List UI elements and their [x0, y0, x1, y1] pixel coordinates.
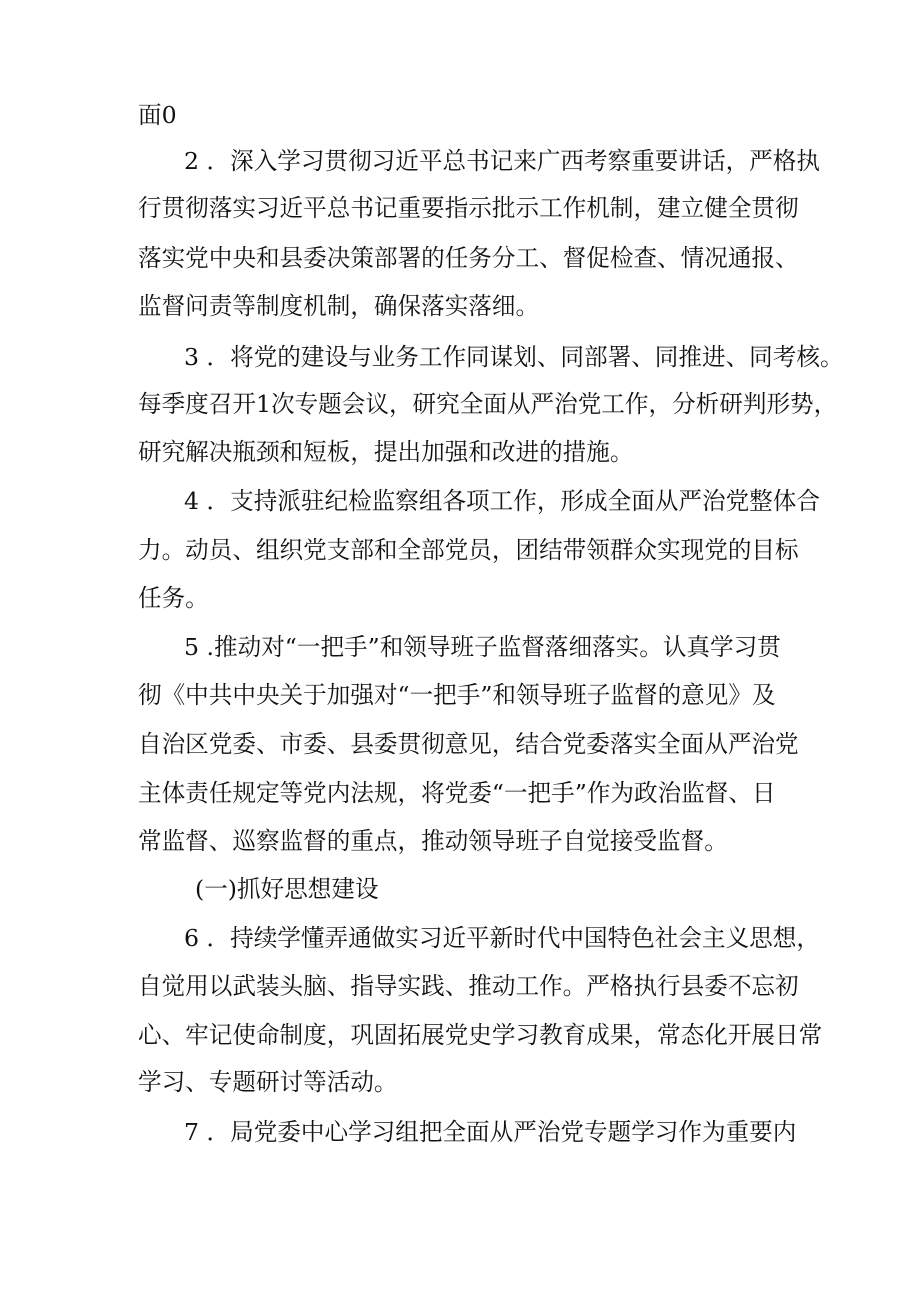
paragraph-line: 落实党中央和县委决策部署的任务分工、督促检查、情况通报、 [138, 244, 799, 272]
paragraph-line: 自治区党委、市委、县委贯彻意见，结合党委落实全面从严治党 [138, 730, 799, 758]
paragraph-line: 每季度召开1次专题会议，研究全面从严治党工作，分析研判形势， [138, 390, 838, 418]
paragraph-line: 3 ．将党的建设与业务工作同谋划、同部署、同推进、同考核。 [184, 343, 844, 371]
paragraph-line: 7 ．局党委中心学习组把全面从严治党专题学习作为重要内 [184, 1118, 797, 1146]
paragraph-line: 2 ．深入学习贯彻习近平总书记来广西考察重要讲话，严格执 [184, 147, 820, 175]
paragraph-line: 面0 [138, 101, 177, 129]
paragraph-line: 任务。 [138, 584, 209, 612]
paragraph-line: 6 ．持续学懂弄通做实习近平新时代中国特色社会主义思想， [184, 924, 820, 952]
paragraph-line: 行贯彻落实习近平总书记重要指示批示工作机制，建立健全贯彻 [138, 194, 799, 222]
paragraph-line: 心、牢记使命制度，巩固拓展党史学习教育成果，常态化开展日常 [138, 1021, 823, 1049]
paragraph-line: 研究解决瓶颈和短板，提出加强和改进的措施。 [138, 438, 634, 466]
paragraph-line: 力。动员、组织党支部和全部党员，团结带领群众实现党的目标 [138, 536, 799, 564]
paragraph-line: 彻《中共中央关于加强对“一把手”和领导班子监督的意见》及 [138, 681, 776, 709]
paragraph-line: 常监督、巡察监督的重点，推动领导班子自觉接受监督。 [138, 827, 728, 855]
paragraph-line: 4 ．支持派驻纪检监察组各项工作，形成全面从严治党整体合 [184, 487, 820, 515]
paragraph-line: 学习、专题研讨等活动。 [138, 1068, 398, 1096]
section-heading: (一)抓好思想建设 [195, 875, 379, 903]
paragraph-line: 5 .推动对“一把手”和领导班子监督落细落实。认真学习贯 [184, 633, 781, 661]
paragraph-line: 主体责任规定等党内法规，将党委“一把手”作为政治监督、日 [138, 779, 776, 807]
paragraph-line: 自觉用以武装头脑、指导实践、推动工作。严格执行县委不忘初 [138, 972, 799, 1000]
paragraph-line: 监督问责等制度机制，确保落实落细。 [138, 292, 540, 320]
